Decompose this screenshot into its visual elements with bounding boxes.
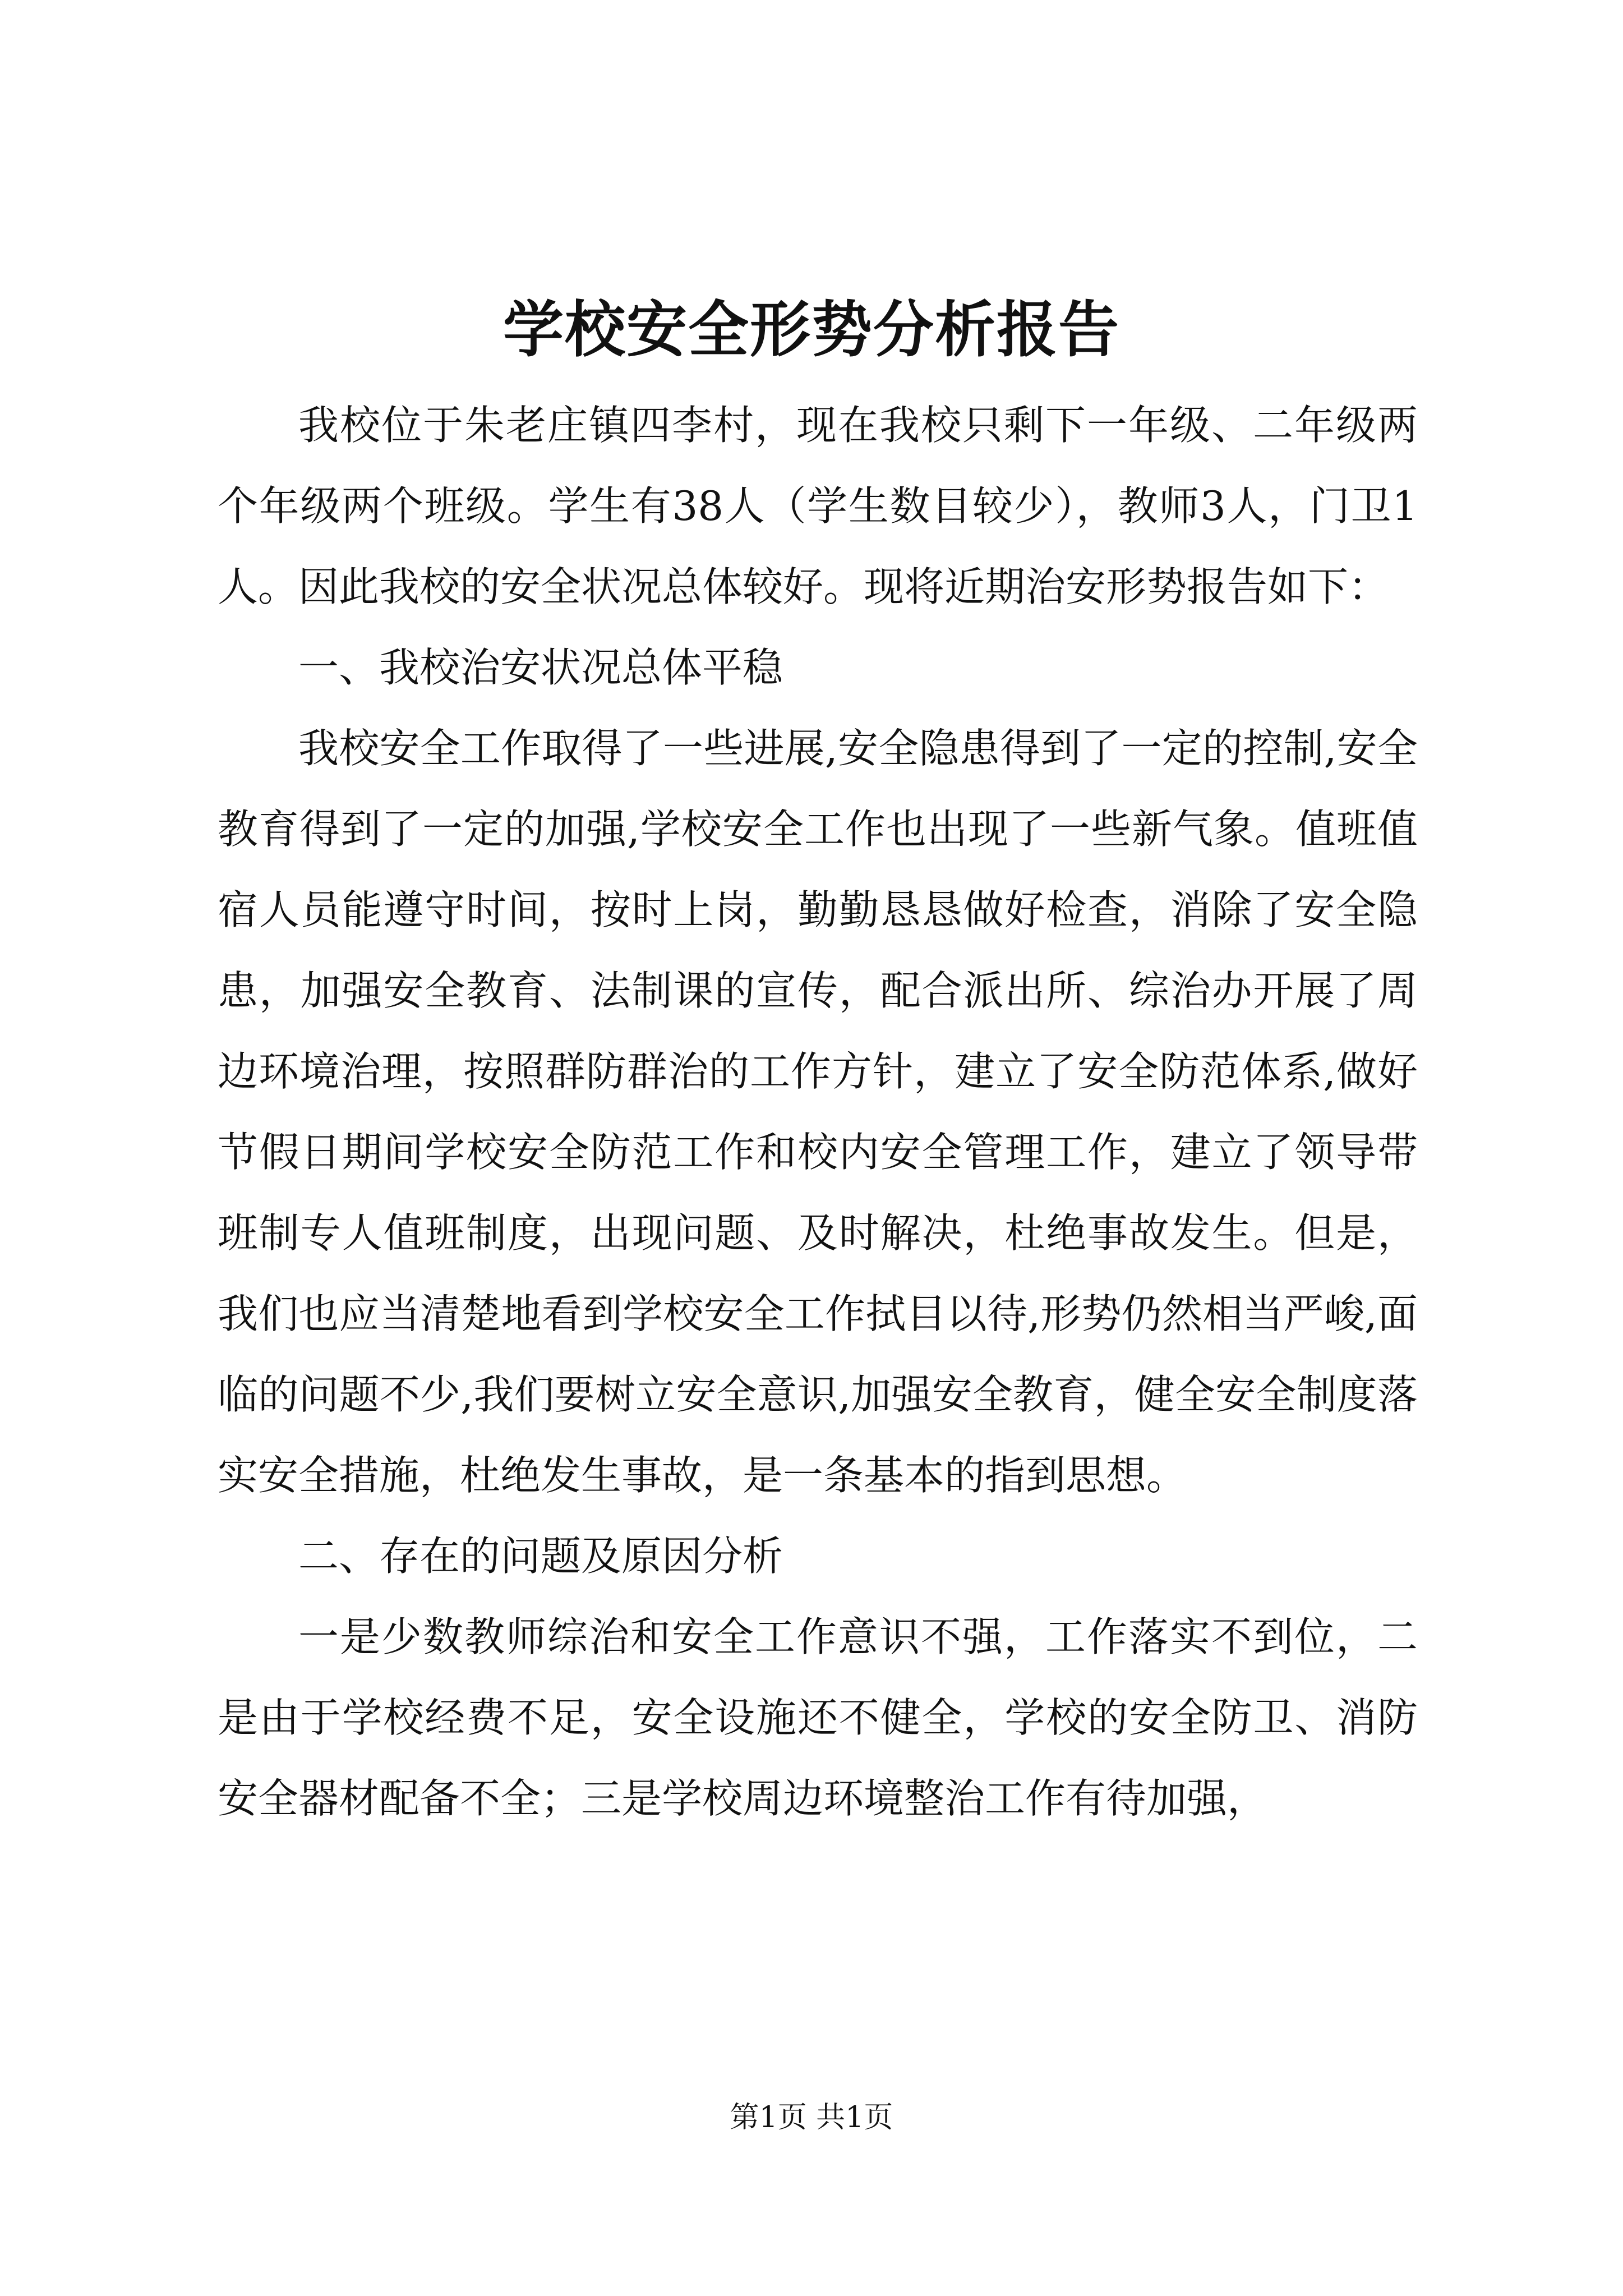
page-number: 第1页 xyxy=(730,2101,807,2134)
intro-paragraph: 我校位于朱老庄镇四李村，现在我校只剩下一年级、二年级两个年级两个班级。学生有38人（学生数目较少），教师3人，门卫1人。因此我校的安全状况总体较好。现将近期治安形势报告如下： xyxy=(218,402,1418,610)
section-heading-1: 一、我校治安状况总体平稳 xyxy=(298,644,783,691)
section-heading-2: 二、存在的问题及原因分析 xyxy=(298,1533,783,1580)
section-1-paragraph: 我校安全工作取得了一些进展,安全隐患得到了一定的控制,安全教育得到了一定的加强,学校安全工作也出现了一些新气象。值班值宿人员能遵守时间，按时上岗，勤勤恳恳做好检查，消除了安全隐患，加强安全教育、法制课的宣传，配合派出所、综治办开展了周边环境治理，按照群防群治的工作方针，建立了安全防范体系,做好节假日期间学校安全防范工作和校内安全管理工作，建立了领导带班制专人值班制度，出现问题、及时解决，杜绝事故发生。但是，我们也应当清楚地看到学校安全工作拭目以待,形势仍然相当严峻,面临的问题不少,我们要树立安全意识,加强安全教育，健全安全制度落实安全措施，杜绝发生事故，是一条基本的指到思想。 xyxy=(218,725,1418,1499)
page-footer xyxy=(0,2095,1623,2140)
page-total: 共1页 xyxy=(816,2101,893,2134)
document-title: 学校安全形势分析报告 xyxy=(502,295,1120,365)
section-2-paragraph: 一是少数教师综治和安全工作意识不强，工作落实不到位，二是由于学校经费不足，安全设施还不健全，学校的安全防卫、消防安全器材配备不全；三是学校周边环境整治工作有待加强， xyxy=(218,1613,1418,1822)
document-body xyxy=(218,385,1418,1839)
